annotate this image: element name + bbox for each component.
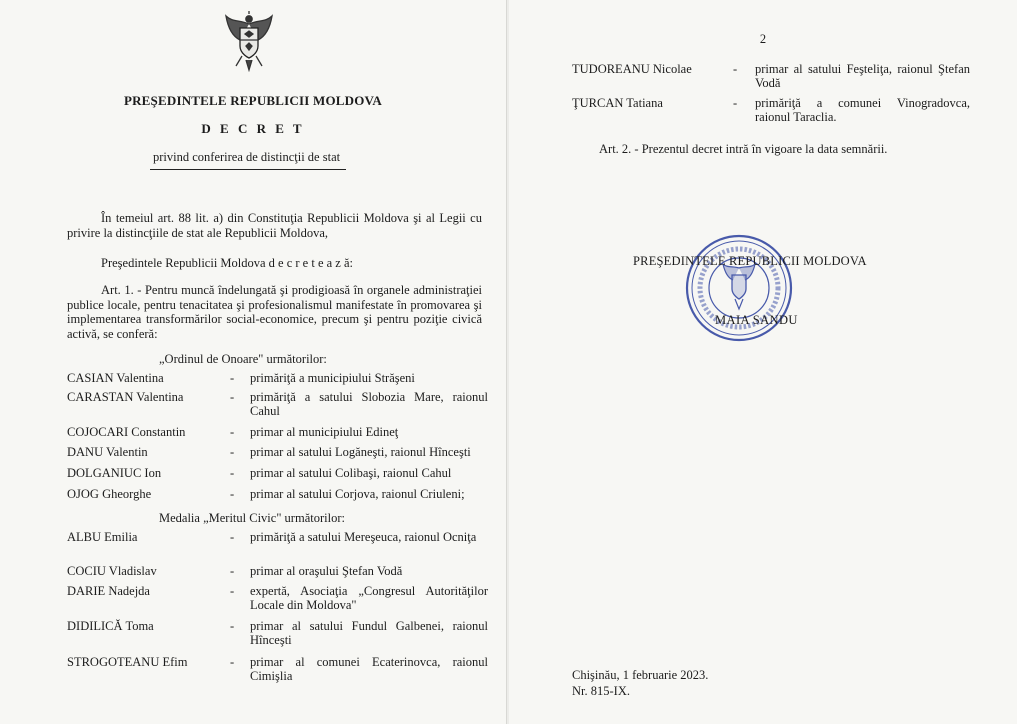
article-1-paragraph (67, 283, 482, 341)
recipient-name: ŢURCAN Tatiana (572, 96, 663, 110)
recipient-dash: - (230, 487, 235, 501)
recipient-position: primar al comunei Ecaterinovca, raionul Cimişlia (250, 655, 488, 683)
recipient-name: STROGOTEANU Efim (67, 655, 188, 669)
recipient-dash: - (230, 371, 235, 385)
recipient-name: DANU Valentin (67, 445, 148, 459)
recipient-name: DOLGANIUC Ion (67, 466, 162, 480)
president-header-title: PREŞEDINTELE REPUBLICII MOLDOVA (123, 93, 383, 108)
preamble-text: În temeiul art. 88 lit. a) din Constituţia Republicii Moldova şi al Legii cu privire la distincţiile de stat ale Republicii Moldova, (67, 211, 482, 240)
decree-page-1 (0, 0, 506, 724)
recipient-position: primăriţă a municipiului Străşeni (250, 371, 415, 385)
recipient-dash: - (230, 466, 235, 480)
recipient-dash: - (230, 390, 235, 404)
place-and-date: Chişinău, 1 februarie 2023. (572, 668, 709, 682)
recipient-dash: - (733, 96, 738, 110)
decree-heading: D E C R E T (201, 121, 305, 136)
civic-merit-medal-label: Medalia „Meritul Civic" următorilor: (159, 511, 345, 525)
order-of-honor-label: „Ordinul de Onoare" următorilor: (159, 352, 327, 366)
recipient-position: primar al satului Colibaşi, raionul Cahul (250, 466, 452, 480)
page-number: 2 (759, 32, 767, 46)
recipient-position: expertă, Asociaţia „Congresul Autorităţilor Locale din Moldova" (250, 584, 488, 612)
moldova-coat-of-arms-icon (222, 10, 276, 72)
preamble-paragraph (67, 211, 482, 240)
enact-paragraph (67, 256, 482, 271)
recipient-name: TUDOREANU Nicolae (572, 62, 692, 76)
recipient-name: CARASTAN Valentina (67, 390, 184, 404)
signature-name: MAIA SANDU (715, 313, 798, 327)
recipient-name: COJOCARI Constantin (67, 425, 186, 439)
decree-number: Nr. 815-IX. (572, 684, 630, 698)
recipient-dash: - (733, 62, 738, 76)
recipient-position: primăriţă a comunei Vinogradovca, raionul Taraclia. (755, 96, 970, 124)
recipient-position: primar al satului Corjova, raionul Criuleni; (250, 487, 465, 501)
article-2-text: Art. 2. - Prezentul decret intră în vigoare la data semnării. (599, 142, 888, 156)
recipient-name: ALBU Emilia (67, 530, 138, 544)
recipient-position: primar al satului Fundul Galbenei, raionul Hînceşti (250, 619, 488, 647)
recipient-name: DIDILICĂ Toma (67, 619, 154, 633)
decree-subject: privind conferirea de distincţii de stat (153, 150, 341, 164)
recipient-dash: - (230, 425, 235, 439)
recipient-name: CASIAN Valentina (67, 371, 164, 385)
recipient-position: primăriţă a satului Mereşeuca, raionul Ocniţa (250, 530, 477, 544)
recipient-name: DARIE Nadejda (67, 584, 150, 598)
recipient-position: primar al oraşului Ştefan Vodă (250, 564, 403, 578)
recipient-position: primar al satului Logăneşti, raionul Hînceşti (250, 445, 471, 459)
signature-title: PREŞEDINTELE REPUBLICII MOLDOVA (633, 254, 867, 268)
recipient-dash: - (230, 564, 235, 578)
decree-page-2 (509, 0, 1017, 724)
recipient-dash: - (230, 655, 235, 669)
recipient-dash: - (230, 445, 235, 459)
recipient-dash: - (230, 619, 235, 633)
recipient-name: OJOG Gheorghe (67, 487, 152, 501)
recipient-dash: - (230, 530, 235, 544)
article-1-text: Art. 1. - Pentru muncă îndelungată şi prodigioasă în organele administraţiei publice locale, pentru tenacitatea şi profesionalismul manifestate în promovarea şi implementarea transformărilor social-economice, precum şi pentru poziţie civică activă, se conferă: (67, 283, 482, 341)
recipient-position: primăriţă a satului Slobozia Mare, raionul Cahul (250, 390, 488, 418)
recipient-position: primar al satului Feşteliţa, raionul Ştefan Vodă (755, 62, 970, 90)
recipient-position: primar al municipiului Edineţ (250, 425, 399, 439)
enact-text: Preşedintele Republicii Moldova d e c r e t e a z ă: (101, 256, 353, 270)
subject-underline (150, 169, 346, 170)
recipient-dash: - (230, 584, 235, 598)
recipient-name: COCIU Vladislav (67, 564, 157, 578)
